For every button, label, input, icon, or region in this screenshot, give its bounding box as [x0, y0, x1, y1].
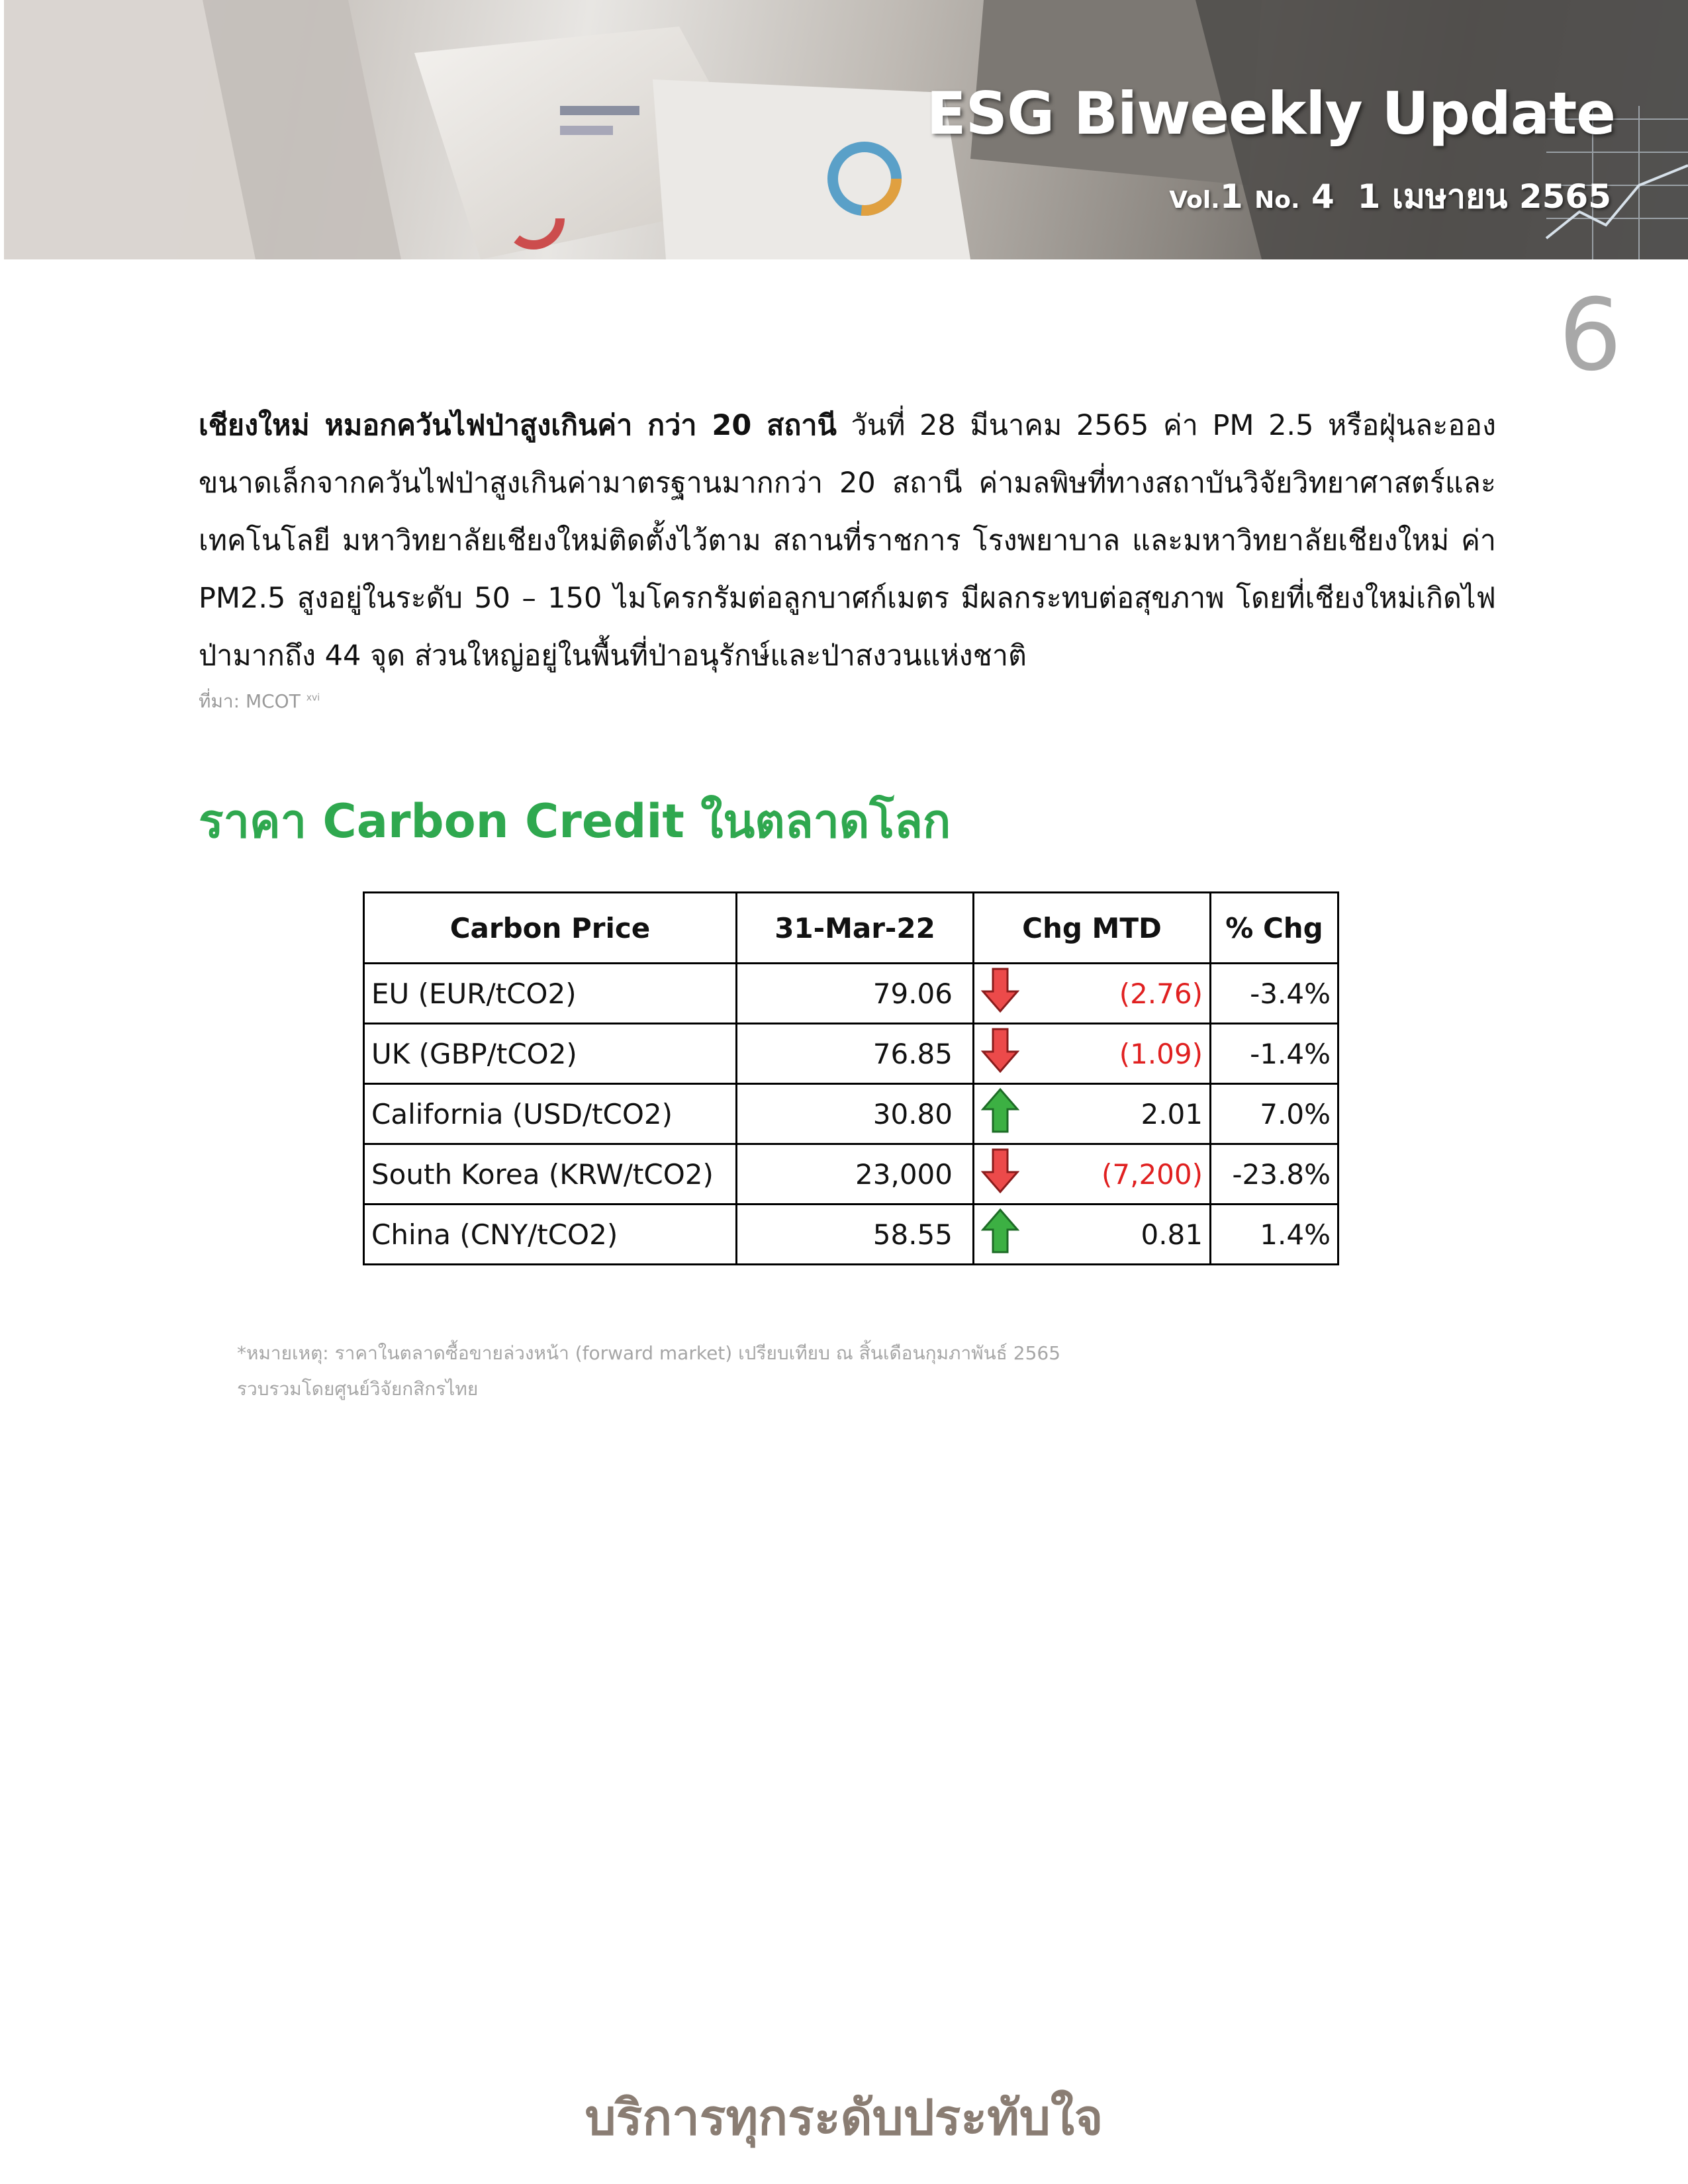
table-row — [364, 1144, 1338, 1205]
pct-change: 7.0% — [1211, 1084, 1338, 1144]
pct-change: -23.8% — [1211, 1144, 1338, 1205]
table-header-row — [364, 893, 1338, 964]
change-mtd-value: (2.76) — [1119, 977, 1203, 1010]
header-carbon-price: Carbon Price — [364, 893, 737, 964]
change-mtd-cell — [974, 1205, 1211, 1265]
change-mtd-value: 0.81 — [1141, 1218, 1203, 1251]
source-footnote: xvi — [306, 692, 320, 704]
header-banner — [4, 0, 1688, 259]
change-mtd-value: 2.01 — [1141, 1097, 1203, 1130]
issue-info — [1169, 171, 1611, 223]
section-title: ราคา Carbon Credit ในตลาดโลก — [199, 794, 951, 848]
pct-change: -3.4% — [1211, 964, 1338, 1024]
page-number: 6 — [1558, 278, 1622, 393]
issue-date: 1 เมษายน 2565 — [1357, 177, 1611, 216]
carbon-price-table — [363, 891, 1339, 1265]
header-date: 31-Mar-22 — [737, 893, 974, 964]
header-chg-mtd: Chg MTD — [974, 893, 1211, 964]
market-name: China (CNY/tCO2) — [364, 1205, 737, 1265]
vol-number: 1 — [1219, 177, 1243, 216]
arrow-down-icon — [981, 967, 1019, 1020]
table-row — [364, 1024, 1338, 1084]
arrow-up-icon — [981, 1087, 1019, 1140]
market-price: 23,000 — [737, 1144, 974, 1205]
article-lead: เชียงใหม่ หมอกควันไฟป่าสูงเกินค่า กว่า 20 สถานี — [199, 409, 837, 442]
change-mtd-cell — [974, 1084, 1211, 1144]
table-row — [364, 964, 1338, 1024]
change-mtd-cell — [974, 1144, 1211, 1205]
market-price: 30.80 — [737, 1084, 974, 1144]
arrow-down-icon — [981, 1148, 1019, 1201]
no-label: No. — [1254, 187, 1300, 214]
article-paragraph — [199, 397, 1496, 685]
pct-change: 1.4% — [1211, 1205, 1338, 1265]
table-row — [364, 1084, 1338, 1144]
change-mtd-value: (7,200) — [1101, 1158, 1203, 1191]
note-line-1: *หมายเหตุ: ราคาในตลาดซื้อขายล่วงหน้า (forward market) เปรียบเทียบ ณ สิ้นเดือนกุมภาพันธ์ 2565 — [237, 1342, 1061, 1364]
change-mtd-value: (1.09) — [1119, 1037, 1203, 1070]
footer-slogan: บริการทุกระดับประทับใจ — [585, 2089, 1103, 2146]
change-mtd-cell — [974, 1024, 1211, 1084]
market-price: 58.55 — [737, 1205, 974, 1265]
newsletter-title: ESG Biweekly Update — [926, 79, 1615, 148]
pct-change: -1.4% — [1211, 1024, 1338, 1084]
arrow-down-icon — [981, 1027, 1019, 1080]
note-line-2: รวบรวมโดยศูนย์วิจัยกสิกรไทย — [237, 1378, 479, 1400]
article-source — [199, 687, 320, 716]
no-number: 4 — [1311, 177, 1335, 216]
market-price: 76.85 — [737, 1024, 974, 1084]
market-price: 79.06 — [737, 964, 974, 1024]
header-pct-chg: % Chg — [1211, 893, 1338, 964]
market-name: EU (EUR/tCO2) — [364, 964, 737, 1024]
market-name: South Korea (KRW/tCO2) — [364, 1144, 737, 1205]
source-text: ที่มา: MCOT — [199, 690, 301, 712]
market-name: California (USD/tCO2) — [364, 1084, 737, 1144]
table-row — [364, 1205, 1338, 1265]
change-mtd-cell — [974, 964, 1211, 1024]
vol-label: Vol. — [1169, 187, 1220, 214]
table-note — [237, 1336, 1060, 1407]
arrow-up-icon — [981, 1208, 1019, 1261]
article-body: วันที่ 28 มีนาคม 2565 ค่า PM 2.5 หรือฝุ่นละอองขนาดเล็กจากควันไฟป่าสูงเกินค่ามาตรฐานมากกว่า 20 สถานี ค่ามลพิษที่ทางสถาบันวิจัยวิทยาศาสตร์และเทคโนโลยี มหาวิทยาลัยเชียงใหม่ติดตั้งไว้ตาม สถานที่ราชการ โรงพยาบาล และมหาวิทยาลัยเชียงใหม่ ค่า PM2.5 สูงอยู่ในระดับ 50 – 150 ไมโครกรัมต่อลูกบาศก์เมตร มีผลกระทบต่อสุขภาพ โดยที่เชียงใหม่เกิดไฟป่ามากถึง 44 จุด ส่วนใหญ่อยู่ในพื้นที่ป่าอนุรักษ์และป่าสงวนแห่งชาติ — [199, 409, 1496, 672]
market-name: UK (GBP/tCO2) — [364, 1024, 737, 1084]
